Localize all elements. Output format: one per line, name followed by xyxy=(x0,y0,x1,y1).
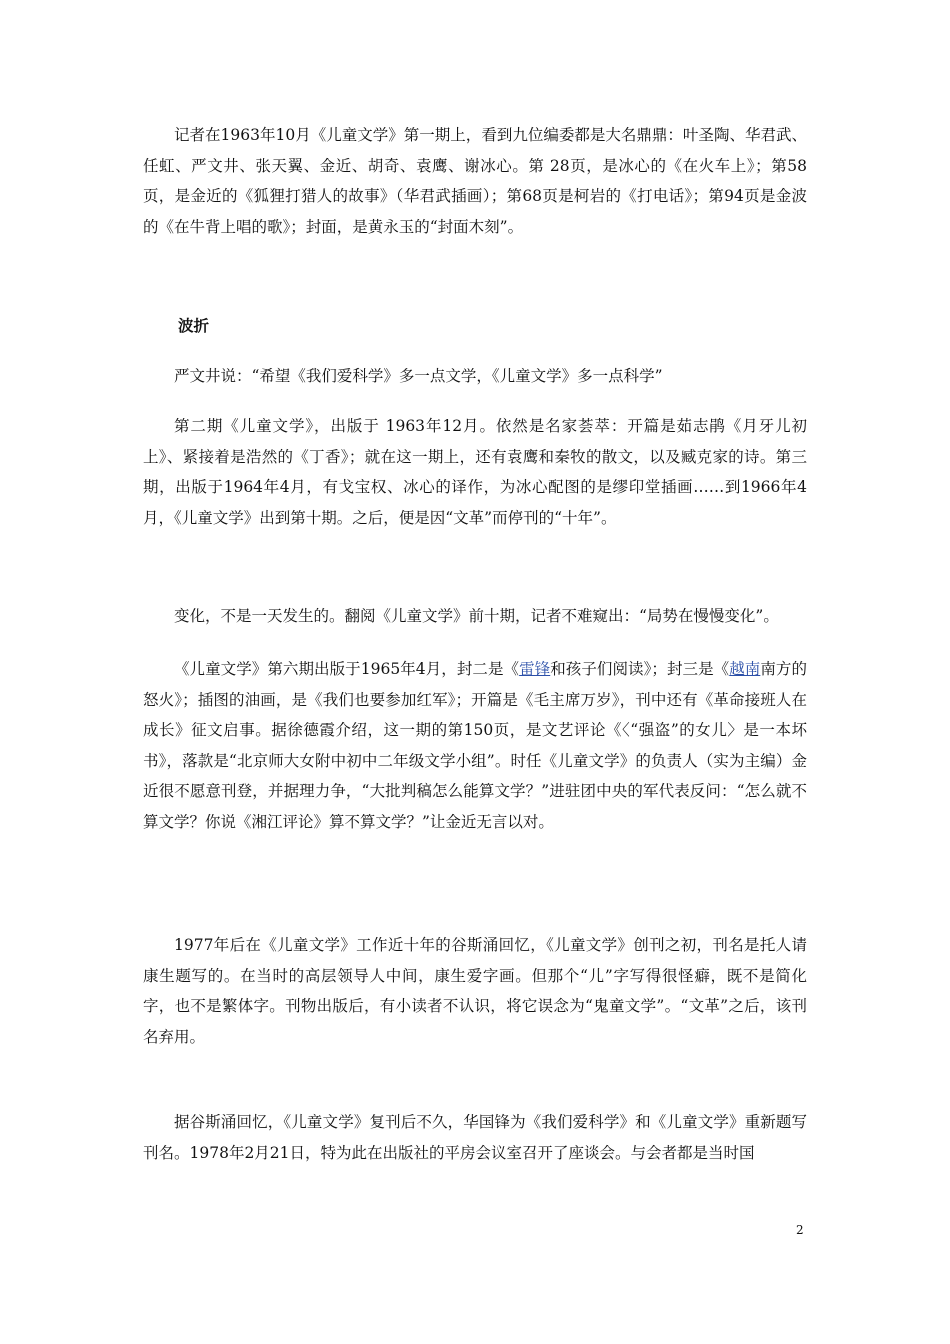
quote-text: 严文井说：“希望《我们爱科学》多一点文学，《儿童文学》多一点科学” xyxy=(174,367,663,385)
link-vietnam[interactable]: 越南 xyxy=(729,660,761,678)
paragraph-change xyxy=(143,601,807,632)
text-segment: 《儿童文学》第六期出版于1965年4月，封二是《 xyxy=(174,660,520,678)
paragraph-text: 1977年后在《儿童文学》工作近十年的谷斯涌回忆，《儿童文学》创刊之初，刊名是托人请康生题写的。在当时的高层领导人中间，康生爱字画。但那个“儿”字写得很怪癖，既不是简化字，也不是繁体字。刊物出版后，有小读者不认识，将它误念为“鬼童文学”。“文革”之后，该刊名弃用。 xyxy=(143,936,807,1046)
text-segment: 和孩子们阅读》；封三是《 xyxy=(550,660,730,678)
link-lei-feng[interactable]: 雷锋 xyxy=(519,660,551,678)
paragraph-text: 记者在1963年10月《儿童文学》第一期上，看到九位编委都是大名鼎鼎：叶圣陶、华君武、任虹、严文井、张天翼、金近、胡奇、袁鹰、谢冰心。第 28页，是冰心的《在火车上》；第58页，是金近的《狐狸打猎人的故事》（华君武插画）；第68页是柯岩的《打电话》；第94页是金波的《在牛背上唱的歌》；封面，是黄永玉的“封面木刻”。 xyxy=(143,126,807,236)
paragraph-masthead-history xyxy=(143,930,807,1052)
paragraph-sixth-issue xyxy=(143,654,807,837)
paragraph-text: 据谷斯涌回忆，《儿童文学》复刊后不久，华国锋为《我们爱科学》和《儿童文学》重新题写刊名。1978年2月21日，特为此在出版社的平房会议室召开了座谈会。与会者都是当时国 xyxy=(143,1113,807,1162)
text-segment: 南方的怒火》；插图的油画，是《我们也要参加红军》；开篇是《毛主席万岁》，刊中还有《革命接班人在成长》征文启事。据徐德霞介绍，这一期的第150页，是文艺评论《〈“强盗”的女儿〉是一本坏书》，落款是“北京师大女附中初中二年级文学小组”。时任《儿童文学》的负责人（实为主编）金近很不愿意刊登，并据理力争，“大批判稿怎么能算文学？”进驻团中央的军代表反问：“怎么就不算文学？你说《湘江评论》算不算文学？”让金近无言以对。 xyxy=(143,660,807,831)
quote-paragraph xyxy=(143,361,807,392)
section-heading: 波折 xyxy=(178,317,210,335)
paragraph-text xyxy=(143,654,807,837)
paragraph-text: 第二期《儿童文学》，出版于 1963年12月。依然是名家荟萃：开篇是茹志鹃《月牙儿初上》、紧接着是浩然的《丁香》；就在这一期上，还有袁鹰和秦牧的散文，以及臧克家的诗。第三期，出版于1964年4月，有戈宝权、冰心的译作，为冰心配图的是缪印堂插画……到1966年4月，《儿童文学》出到第十期。之后，便是因“文革”而停刊的“十年”。 xyxy=(143,417,807,527)
paragraph-editorial-board xyxy=(143,120,807,242)
paragraph-text: 变化，不是一天发生的。翻阅《儿童文学》前十期，记者不难窥出：“局势在慢慢变化”。 xyxy=(174,607,779,625)
paragraph-second-issue xyxy=(143,411,807,533)
page-number: 2 xyxy=(796,1223,804,1237)
paragraph-retitle xyxy=(143,1107,807,1168)
